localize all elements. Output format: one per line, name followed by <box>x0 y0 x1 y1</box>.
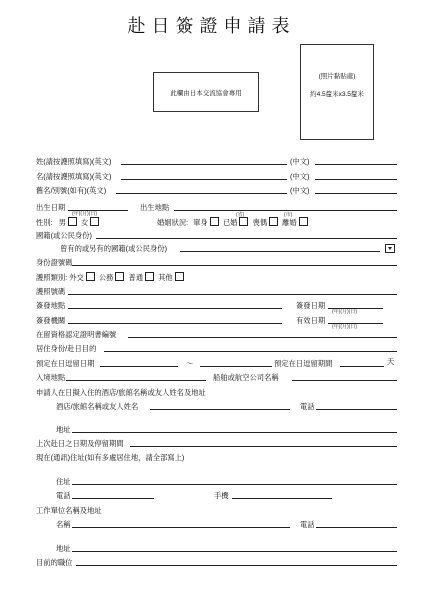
home-address-field[interactable] <box>72 484 397 485</box>
employer-name-field[interactable] <box>72 527 290 528</box>
former-name-chinese-field[interactable] <box>315 193 397 194</box>
given-name-chinese-field[interactable] <box>315 179 397 180</box>
former-nationality-label: 曾有的或另有的國籍(或公民身份) <box>60 244 168 253</box>
photo-size-label: 約4.5釐米x3.5釐米 <box>310 91 364 98</box>
married-checkbox[interactable] <box>239 217 248 226</box>
photo-label: (照片黏貼處) <box>318 73 356 80</box>
previous-stay-field[interactable] <box>130 446 397 447</box>
former-nationality-field[interactable] <box>180 251 380 252</box>
hotel-name-field[interactable] <box>150 409 290 410</box>
female-checkbox[interactable] <box>90 217 99 226</box>
official-checkbox[interactable] <box>115 272 124 281</box>
arrival-date-label: 預定在日逗留日期 <box>36 359 95 368</box>
hotel-address-label: 地址 <box>56 425 71 434</box>
date-of-expiry-label: 有效日期 <box>296 316 326 325</box>
carrier-label: 船舶或航空公司名稱 <box>213 373 279 382</box>
employer-address-label: 地址 <box>56 544 71 553</box>
nationality-field[interactable] <box>96 238 397 239</box>
occupation-field[interactable] <box>76 565 397 566</box>
place-of-issue-field[interactable] <box>68 308 282 309</box>
former-name-label: 舊名/別號(如有)(英文) <box>36 186 107 195</box>
hotel-name-label: 酒店/旅館名稱或友人姓名 <box>56 402 139 411</box>
marital-row <box>157 217 310 227</box>
employer-phone-field[interactable] <box>316 527 397 528</box>
nationality-label: 國籍(或公民身份) <box>36 231 92 240</box>
port-of-entry-label: 入境地點 <box>36 373 66 382</box>
occupation-label: 目前的職位 <box>36 558 73 567</box>
date-of-issue-label: 簽發日期 <box>296 301 326 310</box>
given-name-field[interactable] <box>121 179 287 180</box>
sex-label: 性別: <box>36 218 53 227</box>
coe-label: 在留資格認定證明書編號 <box>36 330 117 339</box>
issuing-authority-field[interactable] <box>68 323 282 324</box>
surname-chinese-label: (中文) <box>290 157 310 166</box>
employer-phone-label: 電話 <box>300 520 315 529</box>
divorced-label: 離婚 <box>282 218 297 227</box>
date-range-tilde: ～ <box>186 359 194 368</box>
male-checkbox[interactable] <box>68 217 77 226</box>
home-phone-field[interactable] <box>72 498 154 499</box>
single-checkbox[interactable] <box>210 217 219 226</box>
id-number-label: 身份證號碼 <box>36 258 73 267</box>
province-hint: (省) <box>236 212 245 218</box>
divorced-checkbox[interactable] <box>299 217 308 226</box>
marital-label: 婚姻狀況: <box>157 218 189 227</box>
sex-row <box>36 217 101 227</box>
single-label: 單身 <box>193 218 208 227</box>
employer-name-label: 名稱 <box>56 520 71 529</box>
employer-address-field[interactable] <box>72 551 397 552</box>
passport-type-label: 護照類別: 外交 <box>36 273 84 282</box>
widowed-checkbox[interactable] <box>269 217 278 226</box>
other-passport-label: 其他 <box>158 273 173 282</box>
place-of-issue-label: 簽發地點 <box>36 301 66 310</box>
surname-label: 姓(請按護照填寫)(英文) <box>36 157 112 166</box>
employer-label: 工作單位名稱及地址 <box>36 506 102 515</box>
hotel-phone-field[interactable] <box>316 409 397 410</box>
issuing-authority-label: 簽發機關 <box>36 316 66 325</box>
stay-period-field[interactable] <box>340 366 384 367</box>
city-hint: (市) <box>284 212 293 218</box>
purpose-field[interactable] <box>104 351 397 352</box>
id-number-field[interactable] <box>72 265 397 266</box>
male-label: 男 <box>58 218 66 227</box>
pob-label: 出生地點 <box>140 203 170 212</box>
official-use-box <box>153 72 259 112</box>
married-label: 已婚 <box>222 218 238 227</box>
dob-hint: (年)(月)(日) <box>72 211 97 217</box>
issue-date-hint: (年)(月)(日) <box>332 309 357 315</box>
arrival-date-field[interactable] <box>100 366 178 367</box>
passport-number-label: 護照號碼 <box>36 287 66 296</box>
other-checkbox[interactable] <box>175 272 184 281</box>
home-address-label: 住址 <box>56 477 71 486</box>
surname-chinese-field[interactable] <box>315 164 397 165</box>
hotel-address-field[interactable] <box>72 432 397 433</box>
current-address-label: 現在(通訊)住址(如有多處居住地，請全部寫上) <box>36 453 185 462</box>
port-of-entry-field[interactable] <box>66 380 206 381</box>
purpose-label: 居住身份/赴日目的 <box>36 344 97 353</box>
official-use-label: 此欄由日本交流協會專用 <box>170 90 242 97</box>
ordinary-passport-label: 普通 <box>128 273 144 282</box>
former-name-chinese-label: (中文) <box>290 186 310 195</box>
dropdown-icon[interactable] <box>385 244 395 253</box>
dob-label: 出生日期 <box>36 203 66 212</box>
departure-date-field[interactable] <box>200 366 272 367</box>
expiry-date-hint: (年)(月)(日) <box>332 324 357 330</box>
coe-field[interactable] <box>128 337 397 338</box>
given-name-label: 名(請按護照填寫)(英文) <box>36 172 112 181</box>
surname-field[interactable] <box>121 164 287 165</box>
widowed-label: 喪偶 <box>252 218 268 227</box>
stay-period-label: 預定在日逗留期間 <box>274 359 333 368</box>
former-name-field[interactable] <box>116 193 287 194</box>
days-label: 天 <box>387 357 395 366</box>
hotel-phone-label: 電話 <box>300 402 315 411</box>
carrier-field[interactable] <box>292 380 397 381</box>
previous-stay-label: 上次赴日之日期及停留期間 <box>36 439 124 448</box>
mobile-field[interactable] <box>232 498 332 499</box>
given-name-chinese-label: (中文) <box>290 172 310 181</box>
official-passport-label: 公務 <box>98 273 114 282</box>
home-phone-label: 電話 <box>56 491 71 500</box>
passport-number-field[interactable] <box>68 294 397 295</box>
form-title: 赴日簽證申請表 <box>127 16 296 36</box>
female-label: 女 <box>80 218 89 227</box>
mobile-label: 手機 <box>214 491 229 500</box>
photo-box <box>300 44 374 140</box>
ordinary-checkbox[interactable] <box>145 272 154 281</box>
diplomatic-checkbox[interactable] <box>86 272 95 281</box>
passport-type-row <box>36 272 186 282</box>
intended-address-label: 申請人在日擬入住的酒店/旅館名稱或友人姓名及地址 <box>36 388 206 397</box>
